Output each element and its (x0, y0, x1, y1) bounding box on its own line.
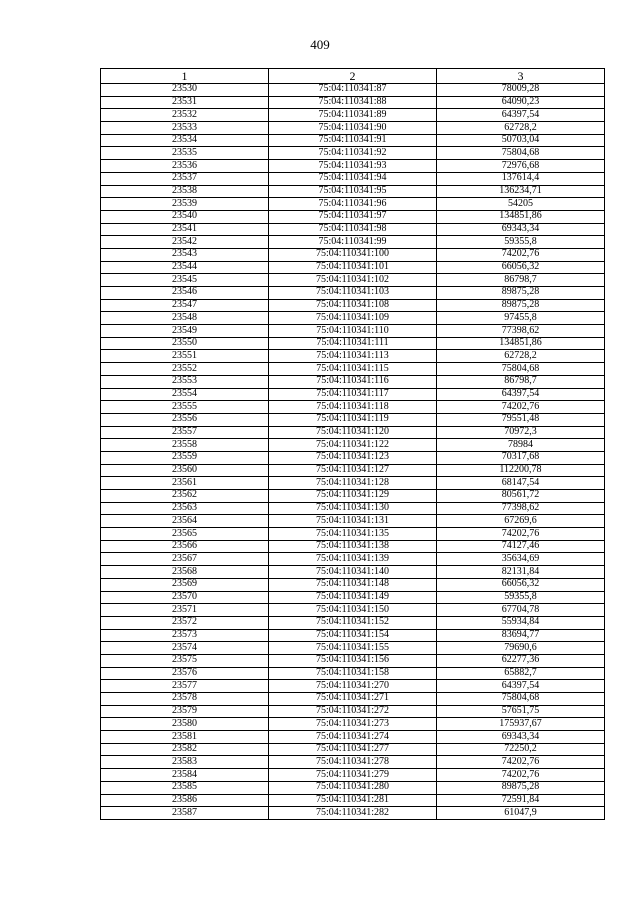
cadastral-value-cell: 62728,2 (437, 122, 605, 135)
table-row (101, 756, 605, 769)
cadastral-number-cell: 75:04:110341:279 (269, 769, 437, 782)
table-row (101, 299, 605, 312)
row-number-cell: 23541 (101, 223, 269, 236)
table-row (101, 363, 605, 376)
table-row (101, 680, 605, 693)
cadastral-value-table (100, 68, 605, 820)
row-number-cell: 23569 (101, 578, 269, 591)
row-number-cell: 23544 (101, 261, 269, 274)
cadastral-value-cell: 75804,68 (437, 147, 605, 160)
table-row (101, 325, 605, 338)
cadastral-value-cell: 89875,28 (437, 287, 605, 300)
row-number-cell: 23579 (101, 705, 269, 718)
cadastral-value-cell: 59355,8 (437, 591, 605, 604)
cadastral-number-cell: 75:04:110341:100 (269, 248, 437, 261)
row-number-cell: 23548 (101, 312, 269, 325)
row-number-cell: 23582 (101, 743, 269, 756)
cadastral-number-cell: 75:04:110341:158 (269, 667, 437, 680)
table-row (101, 287, 605, 300)
row-number-cell: 23567 (101, 553, 269, 566)
row-number-cell: 23556 (101, 413, 269, 426)
table-row (101, 134, 605, 147)
cadastral-value-cell: 65882,7 (437, 667, 605, 680)
cadastral-number-cell: 75:04:110341:87 (269, 84, 437, 97)
row-number-cell: 23574 (101, 642, 269, 655)
table-row (101, 578, 605, 591)
cadastral-number-cell: 75:04:110341:282 (269, 807, 437, 820)
table-row (101, 566, 605, 579)
cadastral-number-cell: 75:04:110341:101 (269, 261, 437, 274)
table-row (101, 490, 605, 503)
row-number-cell: 23568 (101, 566, 269, 579)
cadastral-number-cell: 75:04:110341:115 (269, 363, 437, 376)
cadastral-number-cell: 75:04:110341:119 (269, 413, 437, 426)
table-row (101, 375, 605, 388)
cadastral-number-cell: 75:04:110341:120 (269, 426, 437, 439)
cadastral-value-cell: 55934,84 (437, 616, 605, 629)
table-row (101, 540, 605, 553)
table-row (101, 731, 605, 744)
cadastral-number-cell: 75:04:110341:272 (269, 705, 437, 718)
cadastral-number-cell: 75:04:110341:95 (269, 185, 437, 198)
row-number-cell: 23542 (101, 236, 269, 249)
row-number-cell: 23563 (101, 502, 269, 515)
cadastral-number-cell: 75:04:110341:139 (269, 553, 437, 566)
cadastral-number-cell: 75:04:110341:102 (269, 274, 437, 287)
row-number-cell: 23577 (101, 680, 269, 693)
cadastral-value-cell: 89875,28 (437, 781, 605, 794)
row-number-cell: 23554 (101, 388, 269, 401)
table-row (101, 426, 605, 439)
row-number-cell: 23572 (101, 616, 269, 629)
cadastral-value-cell: 69343,34 (437, 223, 605, 236)
table-row (101, 654, 605, 667)
row-number-cell: 23552 (101, 363, 269, 376)
row-number-cell: 23533 (101, 122, 269, 135)
table-row (101, 591, 605, 604)
table-row (101, 210, 605, 223)
table-row (101, 160, 605, 173)
cadastral-value-cell: 70972,3 (437, 426, 605, 439)
cadastral-number-cell: 75:04:110341:97 (269, 210, 437, 223)
row-number-cell: 23581 (101, 731, 269, 744)
cadastral-number-cell: 75:04:110341:91 (269, 134, 437, 147)
cadastral-value-cell: 64397,54 (437, 388, 605, 401)
cadastral-value-cell: 75804,68 (437, 363, 605, 376)
row-number-cell: 23562 (101, 490, 269, 503)
row-number-cell: 23537 (101, 172, 269, 185)
row-number-cell: 23586 (101, 794, 269, 807)
cadastral-value-cell: 67269,6 (437, 515, 605, 528)
cadastral-number-cell: 75:04:110341:103 (269, 287, 437, 300)
cadastral-value-cell: 82131,84 (437, 566, 605, 579)
cadastral-value-cell: 74202,76 (437, 248, 605, 261)
cadastral-number-cell: 75:04:110341:111 (269, 337, 437, 350)
cadastral-value-cell: 74202,76 (437, 528, 605, 541)
cadastral-value-cell: 72250,2 (437, 743, 605, 756)
column-header-3: 3 (437, 69, 605, 84)
cadastral-number-cell: 75:04:110341:150 (269, 604, 437, 617)
row-number-cell: 23550 (101, 337, 269, 350)
cadastral-value-cell: 137614,4 (437, 172, 605, 185)
row-number-cell: 23566 (101, 540, 269, 553)
row-number-cell: 23545 (101, 274, 269, 287)
cadastral-value-cell: 74127,46 (437, 540, 605, 553)
table-row (101, 147, 605, 160)
cadastral-value-cell: 74202,76 (437, 401, 605, 414)
row-number-cell: 23580 (101, 718, 269, 731)
cadastral-value-cell: 62277,36 (437, 654, 605, 667)
table-row (101, 502, 605, 515)
cadastral-number-cell: 75:04:110341:116 (269, 375, 437, 388)
cadastral-number-cell: 75:04:110341:135 (269, 528, 437, 541)
row-number-cell: 23565 (101, 528, 269, 541)
cadastral-number-cell: 75:04:110341:108 (269, 299, 437, 312)
cadastral-value-cell: 66056,32 (437, 578, 605, 591)
row-number-cell: 23578 (101, 693, 269, 706)
table-row (101, 629, 605, 642)
cadastral-number-cell: 75:04:110341:140 (269, 566, 437, 579)
cadastral-number-cell: 75:04:110341:90 (269, 122, 437, 135)
table-row (101, 261, 605, 274)
table-row (101, 769, 605, 782)
cadastral-value-cell: 86798,7 (437, 274, 605, 287)
cadastral-value-cell: 97455,8 (437, 312, 605, 325)
cadastral-value-cell: 75804,68 (437, 693, 605, 706)
row-number-cell: 23584 (101, 769, 269, 782)
cadastral-number-cell: 75:04:110341:93 (269, 160, 437, 173)
cadastral-value-cell: 134851,86 (437, 337, 605, 350)
cadastral-value-cell: 59355,8 (437, 236, 605, 249)
row-number-cell: 23531 (101, 96, 269, 109)
table-row (101, 642, 605, 655)
table-row (101, 198, 605, 211)
cadastral-value-cell: 68147,54 (437, 477, 605, 490)
cadastral-number-cell: 75:04:110341:118 (269, 401, 437, 414)
row-number-cell: 23546 (101, 287, 269, 300)
table-row (101, 515, 605, 528)
table-row (101, 122, 605, 135)
cadastral-value-cell: 70317,68 (437, 451, 605, 464)
row-number-cell: 23547 (101, 299, 269, 312)
row-number-cell: 23536 (101, 160, 269, 173)
cadastral-number-cell: 75:04:110341:113 (269, 350, 437, 363)
table-row (101, 743, 605, 756)
cadastral-number-cell: 75:04:110341:98 (269, 223, 437, 236)
table-row (101, 451, 605, 464)
table-row (101, 718, 605, 731)
page-number: 409 (310, 37, 330, 52)
cadastral-value-cell: 61047,9 (437, 807, 605, 820)
row-number-cell: 23534 (101, 134, 269, 147)
row-number-cell: 23538 (101, 185, 269, 198)
cadastral-number-cell: 75:04:110341:88 (269, 96, 437, 109)
cadastral-value-cell: 64397,54 (437, 680, 605, 693)
row-number-cell: 23558 (101, 439, 269, 452)
cadastral-value-cell: 66056,32 (437, 261, 605, 274)
cadastral-number-cell: 75:04:110341:154 (269, 629, 437, 642)
cadastral-value-cell: 77398,62 (437, 502, 605, 515)
cadastral-value-cell: 86798,7 (437, 375, 605, 388)
row-number-cell: 23571 (101, 604, 269, 617)
column-header-1: 1 (101, 69, 269, 84)
table-row (101, 705, 605, 718)
table-row (101, 96, 605, 109)
row-number-cell: 23559 (101, 451, 269, 464)
row-number-cell: 23575 (101, 654, 269, 667)
cadastral-value-cell: 78984 (437, 439, 605, 452)
table-row (101, 413, 605, 426)
cadastral-number-cell: 75:04:110341:148 (269, 578, 437, 591)
cadastral-value-cell: 112200,78 (437, 464, 605, 477)
cadastral-number-cell: 75:04:110341:96 (269, 198, 437, 211)
cadastral-value-cell: 54205 (437, 198, 605, 211)
table-row (101, 236, 605, 249)
row-number-cell: 23587 (101, 807, 269, 820)
cadastral-number-cell: 75:04:110341:123 (269, 451, 437, 464)
cadastral-number-cell: 75:04:110341:131 (269, 515, 437, 528)
table-row (101, 109, 605, 122)
cadastral-value-cell: 72591,84 (437, 794, 605, 807)
cadastral-number-cell: 75:04:110341:89 (269, 109, 437, 122)
cadastral-number-cell: 75:04:110341:109 (269, 312, 437, 325)
table-row (101, 604, 605, 617)
row-number-cell: 23557 (101, 426, 269, 439)
cadastral-value-cell: 64397,54 (437, 109, 605, 122)
row-number-cell: 23539 (101, 198, 269, 211)
cadastral-value-cell: 74202,76 (437, 756, 605, 769)
table-row (101, 388, 605, 401)
cadastral-number-cell: 75:04:110341:92 (269, 147, 437, 160)
cadastral-number-cell: 75:04:110341:155 (269, 642, 437, 655)
cadastral-number-cell: 75:04:110341:270 (269, 680, 437, 693)
cadastral-number-cell: 75:04:110341:271 (269, 693, 437, 706)
table-row (101, 337, 605, 350)
cadastral-value-cell: 50703,04 (437, 134, 605, 147)
table-row (101, 401, 605, 414)
cadastral-value-cell: 69343,34 (437, 731, 605, 744)
cadastral-value-cell: 77398,62 (437, 325, 605, 338)
cadastral-value-cell: 72976,68 (437, 160, 605, 173)
table-row (101, 781, 605, 794)
table-row (101, 350, 605, 363)
table-row (101, 185, 605, 198)
table-row (101, 274, 605, 287)
row-number-cell: 23543 (101, 248, 269, 261)
cadastral-value-cell: 67704,78 (437, 604, 605, 617)
row-number-cell: 23560 (101, 464, 269, 477)
cadastral-number-cell: 75:04:110341:281 (269, 794, 437, 807)
header-row (101, 69, 605, 84)
cadastral-number-cell: 75:04:110341:278 (269, 756, 437, 769)
cadastral-value-cell: 79690,6 (437, 642, 605, 655)
cadastral-value-cell: 80561,72 (437, 490, 605, 503)
row-number-cell: 23551 (101, 350, 269, 363)
cadastral-value-cell: 136234,71 (437, 185, 605, 198)
cadastral-number-cell: 75:04:110341:122 (269, 439, 437, 452)
row-number-cell: 23553 (101, 375, 269, 388)
cadastral-value-cell: 78009,28 (437, 84, 605, 97)
row-number-cell: 23573 (101, 629, 269, 642)
cadastral-number-cell: 75:04:110341:138 (269, 540, 437, 553)
cadastral-number-cell: 75:04:110341:110 (269, 325, 437, 338)
row-number-cell: 23564 (101, 515, 269, 528)
table-row (101, 312, 605, 325)
cadastral-number-cell: 75:04:110341:129 (269, 490, 437, 503)
row-number-cell: 23561 (101, 477, 269, 490)
cadastral-number-cell: 75:04:110341:280 (269, 781, 437, 794)
cadastral-value-cell: 62728,2 (437, 350, 605, 363)
cadastral-value-cell: 79551,48 (437, 413, 605, 426)
cadastral-number-cell: 75:04:110341:130 (269, 502, 437, 515)
table-row (101, 248, 605, 261)
cadastral-value-cell: 57651,75 (437, 705, 605, 718)
cadastral-number-cell: 75:04:110341:274 (269, 731, 437, 744)
cadastral-number-cell: 75:04:110341:99 (269, 236, 437, 249)
column-header-2: 2 (269, 69, 437, 84)
table-row (101, 172, 605, 185)
row-number-cell: 23549 (101, 325, 269, 338)
cadastral-number-cell: 75:04:110341:94 (269, 172, 437, 185)
cadastral-number-cell: 75:04:110341:128 (269, 477, 437, 490)
table-row (101, 794, 605, 807)
table-row (101, 223, 605, 236)
row-number-cell: 23535 (101, 147, 269, 160)
table-row (101, 553, 605, 566)
cadastral-value-cell: 134851,86 (437, 210, 605, 223)
row-number-cell: 23540 (101, 210, 269, 223)
table-row (101, 616, 605, 629)
table-row (101, 807, 605, 820)
table-row (101, 667, 605, 680)
table-row (101, 464, 605, 477)
table-header (101, 69, 605, 84)
cadastral-value-cell: 89875,28 (437, 299, 605, 312)
cadastral-value-cell: 74202,76 (437, 769, 605, 782)
cadastral-value-cell: 35634,69 (437, 553, 605, 566)
row-number-cell: 23576 (101, 667, 269, 680)
table-row (101, 693, 605, 706)
row-number-cell: 23570 (101, 591, 269, 604)
cadastral-number-cell: 75:04:110341:152 (269, 616, 437, 629)
cadastral-value-cell: 83694,77 (437, 629, 605, 642)
table-row (101, 439, 605, 452)
cadastral-value-cell: 64090,23 (437, 96, 605, 109)
cadastral-number-cell: 75:04:110341:127 (269, 464, 437, 477)
row-number-cell: 23583 (101, 756, 269, 769)
row-number-cell: 23585 (101, 781, 269, 794)
cadastral-number-cell: 75:04:110341:149 (269, 591, 437, 604)
row-number-cell: 23532 (101, 109, 269, 122)
cadastral-number-cell: 75:04:110341:117 (269, 388, 437, 401)
row-number-cell: 23530 (101, 84, 269, 97)
table-body (101, 84, 605, 820)
table-row (101, 84, 605, 97)
table-row (101, 528, 605, 541)
cadastral-number-cell: 75:04:110341:156 (269, 654, 437, 667)
cadastral-value-cell: 175937,67 (437, 718, 605, 731)
cadastral-number-cell: 75:04:110341:277 (269, 743, 437, 756)
cadastral-number-cell: 75:04:110341:273 (269, 718, 437, 731)
row-number-cell: 23555 (101, 401, 269, 414)
table-row (101, 477, 605, 490)
